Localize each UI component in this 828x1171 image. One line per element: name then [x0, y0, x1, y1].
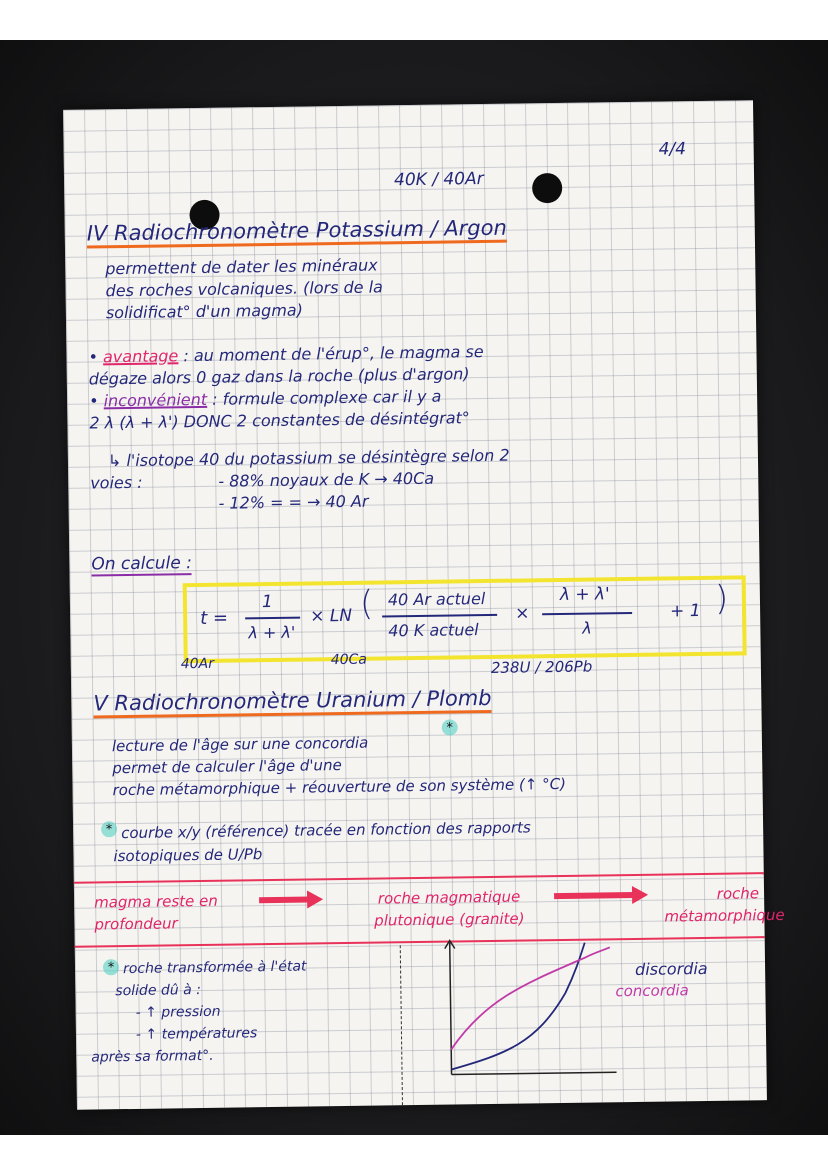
transform-line-4: - ↑ températures — [135, 1025, 258, 1043]
concordia-star-marker: * — [442, 719, 458, 735]
flow-step-3: roche métamorphique — [664, 884, 785, 926]
voie-2: - 12% = = → 40 Ar — [218, 491, 369, 513]
section-v-title — [93, 686, 492, 719]
star-note-line-2: isotopiques de U/Pb — [113, 845, 263, 866]
flow-arrow-2-head — [632, 886, 648, 904]
formula-note-ar: 40Ar — [180, 655, 215, 673]
transform-line-1: roche transformée à l'état — [122, 958, 307, 978]
concordia-sketch — [435, 932, 627, 1085]
section-v-line-3: roche métamorphique + réouverture de son système (↑ °C) — [112, 774, 567, 800]
k-ar-annotation: 40K / 40Ar — [393, 169, 484, 191]
section-iv-number: IV — [86, 221, 108, 246]
sketch-y-axis — [450, 943, 452, 1075]
concordia-curve — [450, 947, 611, 1049]
flow-top-rule — [74, 872, 764, 884]
page-number: 4/4 — [658, 139, 687, 160]
isotope-line: ↳ l'isotope 40 du potassium se désintègre selon 2 — [107, 445, 510, 471]
on-calcule: On calcule : — [91, 553, 193, 575]
avantage-line-2: dégaze alors 0 gaz dans la roche (plus d'argon) — [88, 364, 470, 389]
formula-frac2-num: 40 Ar actuel — [387, 589, 486, 610]
avantage-text: : au moment de l'érup°, le magma se — [183, 342, 484, 366]
photo-background — [0, 40, 828, 1135]
inconvenient-line: • inconvénient : formule complexe car il y a — [88, 386, 442, 411]
avantage-line: • avantage : au moment de l'érup°, le magma se — [88, 342, 484, 367]
section-v-line-1: lecture de l'âge sur une concordia — [111, 733, 369, 756]
formula-frac1-num: 1 — [261, 591, 273, 613]
voie-1: - 88% noyaux de K → 40Ca — [218, 468, 435, 491]
formula-frac3-den: λ — [582, 618, 592, 638]
note-star-marker: * — [101, 821, 117, 837]
legend-concordia: concordia — [615, 981, 689, 1001]
flow-arrow-1 — [259, 897, 309, 904]
inconvenient-line-2: 2 λ (λ + λ') DONC 2 constantes de désintégrat° — [89, 408, 470, 433]
paren-open: ( — [359, 583, 374, 624]
transform-line-5: après sa format°. — [91, 1047, 214, 1066]
flow-step-2: roche magmatique plutonique (granite) — [374, 887, 525, 930]
discordia-curve — [450, 943, 587, 1070]
formula-t: t = — [200, 607, 229, 629]
inconvenient-text: : formule complexe car il y a — [212, 386, 442, 409]
intro-line-2: des roches volcaniques. (lors de la — [105, 277, 384, 301]
flow-bottom-rule — [75, 936, 765, 948]
section-v-number: V — [93, 691, 108, 716]
avantage-label: avantage — [102, 346, 179, 367]
formula-note-ca: 40Ca — [330, 651, 368, 669]
sketch-x-axis — [452, 1072, 617, 1074]
legend-discordia: discordia — [634, 958, 708, 979]
section-iv-title — [87, 216, 507, 249]
transform-line-3: - ↑ pression — [135, 1003, 221, 1021]
u-pb-annotation: 238U / 206Pb — [490, 657, 593, 677]
formula-frac3-num: λ + λ' — [559, 584, 610, 605]
formula-plus-one: + 1 — [669, 601, 701, 622]
flow-arrow-1-head — [307, 890, 323, 908]
intro-line-3: solidificat° d'un magma) — [105, 300, 304, 323]
inconvenient-label: inconvénient — [103, 389, 208, 411]
section-v-line-2: permet de calculer l'âge d'une — [112, 756, 342, 778]
formula-frac1-den: λ + λ' — [248, 622, 296, 643]
flow-arrow-2 — [554, 892, 634, 899]
formula-x-ln: × LN — [310, 605, 353, 627]
flow-step-1: magma reste en profondeur — [93, 891, 218, 934]
star-note-line-1: courbe x/y (référence) tracée en fonction des rapports — [121, 818, 531, 843]
paren-close: ) — [714, 578, 729, 619]
punch-hole-right — [532, 173, 562, 203]
section-v-title-text: Radiochronomètre Uranium / Plomb — [114, 685, 492, 716]
notebook-sheet — [63, 100, 785, 1110]
transform-line-2: solide dû à : — [115, 982, 202, 1000]
vertical-dashed-divider — [400, 945, 404, 1105]
voies-label: voies : — [90, 472, 143, 493]
transform-star-marker: * — [103, 959, 119, 975]
section-iv-title-text: Radiochronomètre Potassium / Argon — [113, 215, 507, 246]
formula-frac2-den: 40 K actuel — [388, 620, 479, 641]
intro-line-1: permettent de dater les minéraux — [105, 255, 378, 279]
formula-times: × — [514, 603, 530, 624]
